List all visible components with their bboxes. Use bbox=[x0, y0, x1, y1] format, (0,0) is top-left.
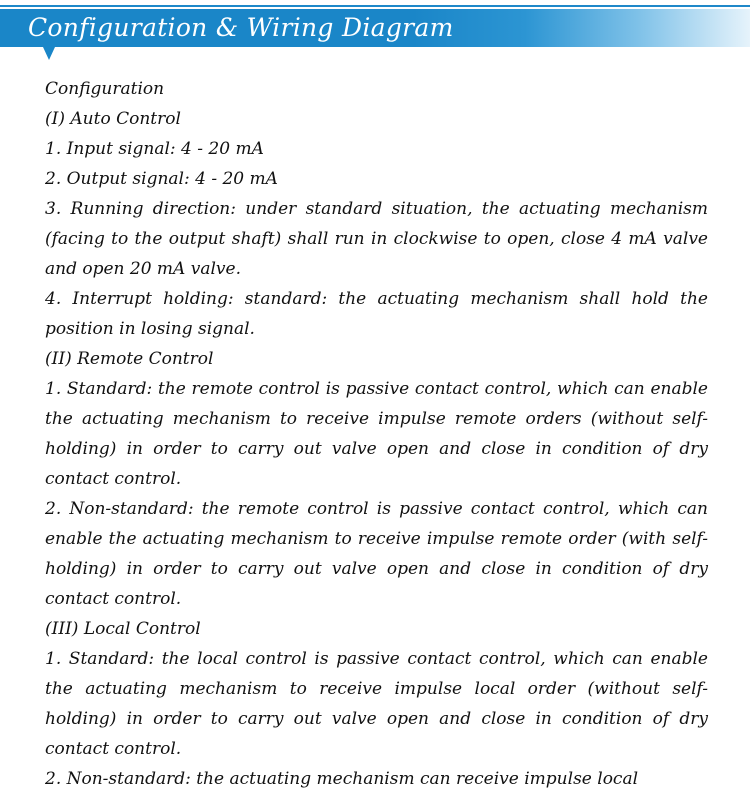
remote-control-title: (II) Remote Control bbox=[45, 349, 214, 369]
configuration-heading: Configuration bbox=[45, 79, 165, 99]
remote-control-item-2: 2. Non-standard: the remote control is passive contact control, which can enable the actuating mechanism to receive impulse remote order (with self-holding) in order to carry out valve open and close in condition of dry contact control. bbox=[45, 499, 708, 609]
auto-control-item-1: 1. Input signal: 4 - 20 mA bbox=[45, 139, 264, 159]
banner-pointer-icon bbox=[43, 47, 55, 60]
auto-control-item-2: 2. Output signal: 4 - 20 mA bbox=[45, 169, 278, 189]
banner-title: Configuration & Wiring Diagram bbox=[28, 13, 454, 42]
banner-top-rule bbox=[0, 5, 750, 7]
local-control-title: (III) Local Control bbox=[45, 619, 201, 639]
auto-control-item-4: 4. Interrupt holding: standard: the actuating mechanism shall hold the position in losing signal. bbox=[45, 289, 708, 339]
document-body bbox=[45, 74, 708, 794]
remote-control-item-1: 1. Standard: the remote control is passive contact control, which can enable the actuating mechanism to receive impulse remote orders (without self-holding) in order to carry out valve open and close in condition of dry contact control. bbox=[45, 379, 708, 489]
local-control-item-1: 1. Standard: the local control is passive contact control, which can enable the actuating mechanism to receive impulse local order (without self-holding) in order to carry out valve open and close in condition of dry contact control. bbox=[45, 649, 708, 759]
auto-control-title: (I) Auto Control bbox=[45, 109, 181, 129]
local-control-item-2: 2. Non-standard: the actuating mechanism can receive impulse local bbox=[45, 769, 639, 789]
auto-control-item-3: 3. Running direction: under standard situation, the actuating mechanism (facing to the output shaft) shall run in clockwise to open, close 4 mA valve and open 20 mA valve. bbox=[45, 199, 708, 279]
section-banner bbox=[0, 0, 750, 52]
